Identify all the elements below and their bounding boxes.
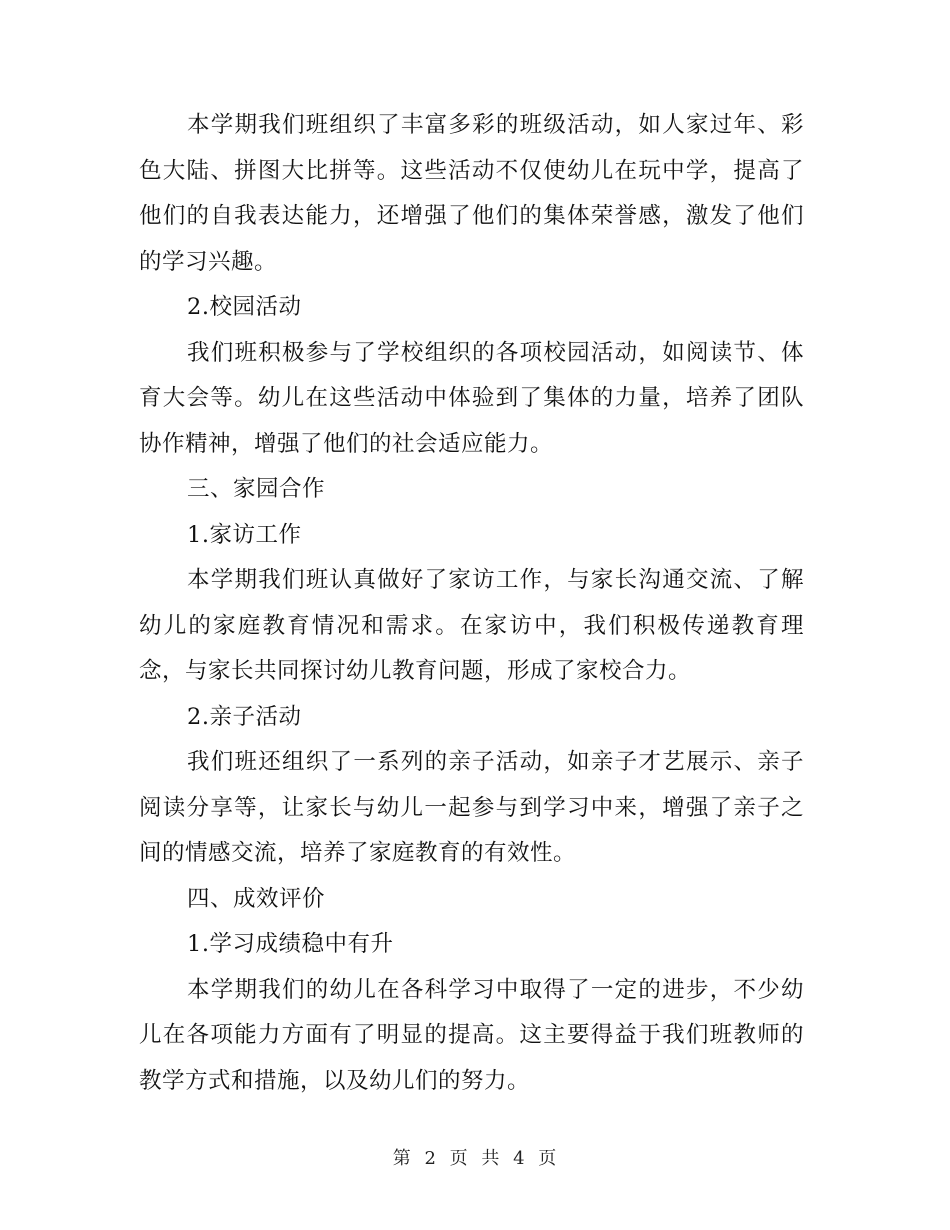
subheading-parent-child-activities: 2.亲子活动: [187, 703, 302, 730]
subheading-academic-progress: 1.学习成绩稳中有升: [187, 931, 394, 957]
page-number-footer: 第 2 页 共 4 页: [392, 1148, 558, 1169]
document-body: [139, 103, 804, 1104]
paragraph-campus-activities: 我们班积极参与了学校组织的各项校园活动，如阅读节、体育大会等。幼儿在这些活动中体验到了集体的力量，培养了团队协作精神，增强了他们的社会适应能力。: [139, 339, 804, 457]
section-heading-home-school-cooperation: 三、家园合作: [187, 476, 326, 502]
paragraph-home-visits: 本学期我们班认真做好了家访工作，与家长沟通交流、了解幼儿的家庭教育情况和需求。在家访中，我们积极传递教育理念，与家长共同探讨幼儿教育问题，形成了家校合力。: [139, 567, 804, 684]
section-heading-evaluation: 四、成效评价: [187, 885, 326, 912]
paragraph-class-activities: 本学期我们班组织了丰富多彩的班级活动，如人家过年、彩色大陆、拼图大比拼等。这些活动不仅使幼儿在玩中学，提高了他们的自我表达能力，还增强了他们的集体荣誉感，激发了他们的学习兴趣。: [139, 112, 804, 275]
paragraph-parent-child-activities: 我们班还组织了一系列的亲子活动，如亲子才艺展示、亲子阅读分享等，让家长与幼儿一起参与到学习中来，增强了亲子之间的情感交流，培养了家庭教育的有效性。: [139, 749, 804, 866]
subheading-campus-activities: 2.校园活动: [187, 294, 302, 320]
paragraph-academic-progress: 本学期我们的幼儿在各科学习中取得了一定的进步，不少幼儿在各项能力方面有了明显的提高。这主要得益于我们班教师的教学方式和措施，以及幼儿们的努力。: [139, 976, 804, 1094]
subheading-home-visits: 1.家访工作: [187, 521, 302, 548]
